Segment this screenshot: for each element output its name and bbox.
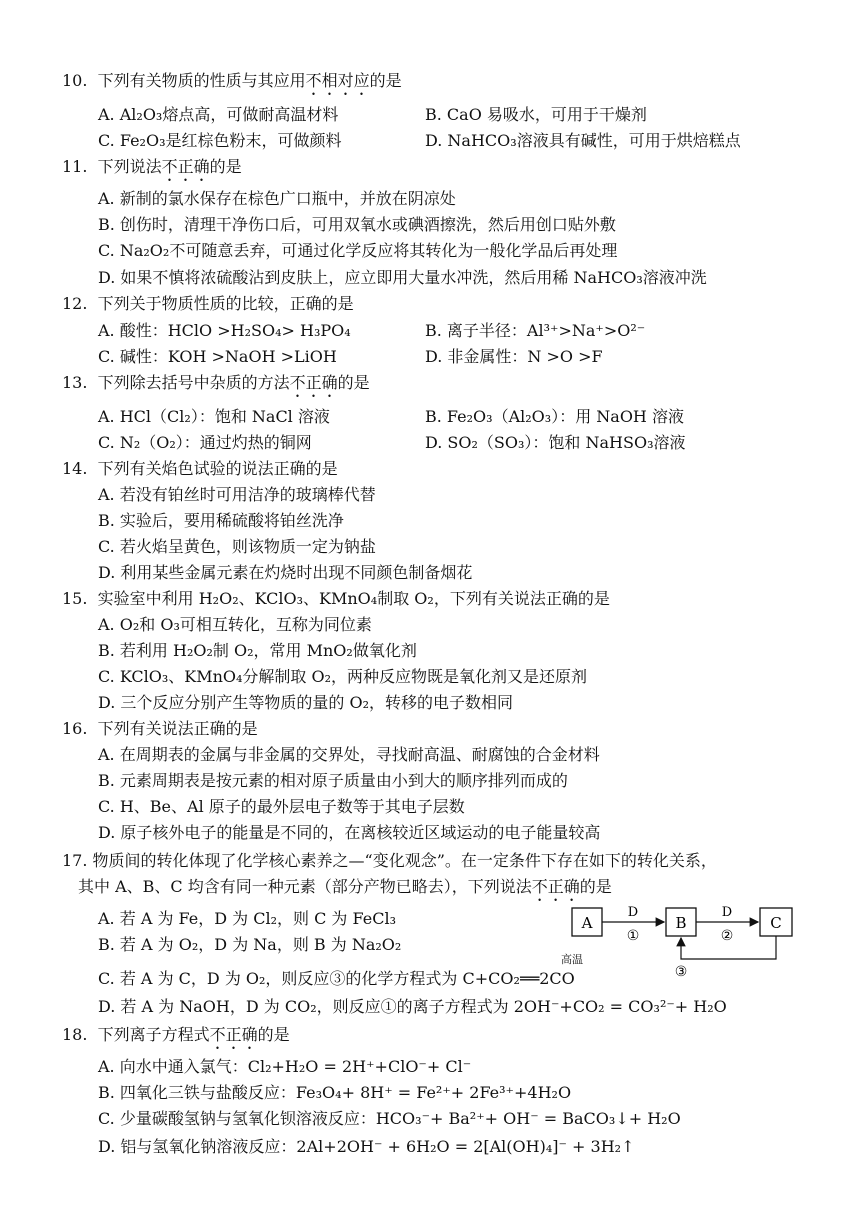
- stem-text: 的是: [369, 71, 402, 90]
- q12-option-b: B. 离子半径：Al³⁺>Na⁺>O²⁻: [425, 321, 646, 340]
- q15-option-d: D. 三个反应分别产生等物质的量的 O₂，转移的电子数相同: [98, 693, 514, 712]
- question-14-stem: [62, 456, 338, 482]
- q15-option-a: A. O₂和 O₃可相互转化，互称为同位素: [98, 615, 372, 634]
- conversion-diagram: [570, 904, 800, 984]
- q15-option-c: C. KClO₃、KMnO₄分解制取 O₂，两种反应物既是氧化剂又是还原剂: [98, 667, 588, 686]
- q14-option-d: D. 利用某些金属元素在灼烧时出现不同颜色制备烟花: [98, 563, 473, 582]
- q12-option-c: C. 碱性：KOH >NaOH >LiOH: [98, 347, 337, 366]
- question-17-stem-line2: [78, 874, 612, 905]
- q10-option-b: B. CaO 易吸水，可用于干燥剂: [425, 105, 647, 124]
- q14-option-b: B. 实验后，要用稀硫酸将铂丝洗净: [98, 511, 344, 530]
- step-2-label: ②: [720, 928, 734, 944]
- question-number: 14.: [62, 459, 88, 478]
- stem-text: 下列离子方程式: [97, 1025, 210, 1044]
- q10-option-a: A. Al₂O₃熔点高，可做耐高温材料: [98, 105, 339, 124]
- q14-option-a: A. 若没有铂丝时可用洁净的玻璃棒代替: [98, 485, 376, 504]
- q11-option-c: C. Na₂O₂不可随意丢弃，可通过化学反应将其转化为一般化学品后再处理: [98, 241, 618, 260]
- stem-text: 其中 A、B、C 均含有同一种元素（部分产物已略去），下列说法: [78, 877, 532, 896]
- q13-option-c: C. N₂（O₂）：通过灼热的铜网: [98, 433, 312, 452]
- q11-option-b: B. 创伤时，清理干净伤口后，可用双氧水或碘酒擦洗，然后用创口贴外敷: [98, 215, 616, 234]
- question-10-stem: [62, 68, 402, 99]
- question-number: 11.: [62, 157, 88, 176]
- question-number: 18.: [62, 1025, 88, 1044]
- q11-option-d: D. 如果不慎将浓硫酸沾到皮肤上，应立即用大量水冲洗，然后用稀 NaHCO₃溶液冲洗: [98, 268, 707, 287]
- q18-option-b: B. 四氧化三铁与盐酸反应：Fe₃O₄+ 8H⁺ = Fe²⁺+ 2Fe³⁺+4H₂O: [98, 1083, 572, 1102]
- q15-option-b: B. 若利用 H₂O₂制 O₂，常用 MnO₂做氧化剂: [98, 641, 417, 660]
- q14-option-c: C. 若火焰呈黄色，则该物质一定为钠盐: [98, 537, 376, 556]
- stem-text: 下列除去括号中杂质的方法: [97, 373, 290, 392]
- q13-option-b: B. Fe₂O₃（Al₂O₃）：用 NaOH 溶液: [425, 407, 684, 426]
- box-a-label: A: [581, 914, 593, 932]
- question-number: 16.: [62, 719, 88, 738]
- stem-text: 下列有关物质的性质与其应用: [97, 71, 306, 90]
- stem-text: 下列有关说法正确的是: [97, 719, 258, 738]
- q13-option-a: A. HCl（Cl₂）：饱和 NaCl 溶液: [98, 407, 330, 426]
- q16-option-c: C. H、Be、Al 原子的最外层电子数等于其电子层数: [98, 797, 465, 816]
- stem-text: 实验室中利用 H₂O₂、KClO₃、KMnO₄制取 O₂，下列有关说法正确的是: [97, 589, 610, 608]
- emphasis-text: 不正确: [209, 1025, 258, 1044]
- q16-option-b: B. 元素周期表是按元素的相对原子质量由小到大的顺序排列而成的: [98, 771, 568, 790]
- conversion-diagram-svg: [570, 904, 800, 984]
- q12-option-d: D. 非金属性：N >O >F: [425, 347, 603, 366]
- reagent-d-label-2: D: [721, 905, 733, 920]
- q10-option-c: C. Fe₂O₃是红棕色粉末，可做颜料: [98, 131, 342, 150]
- stem-text: 的是: [337, 373, 370, 392]
- emphasis-text: 不正确: [161, 157, 210, 176]
- question-16-stem: [62, 716, 258, 742]
- q11-option-a: A. 新制的氯水保存在棕色广口瓶中，并放在阴凉处: [98, 189, 456, 208]
- question-number: 12.: [62, 294, 88, 313]
- question-12-stem: [62, 291, 354, 317]
- stem-text: 下列说法: [97, 157, 162, 176]
- stem-text: 的是: [209, 157, 242, 176]
- q17-option-d: D. 若 A 为 NaOH，D 为 CO₂，则反应①的离子方程式为 2OH⁻+CO₂ = CO₃²⁻+ H₂O: [98, 997, 727, 1016]
- q17-option-a: A. 若 A 为 Fe，D 为 Cl₂，则 C 为 FeCl₃: [98, 909, 396, 928]
- step-3-label: ③: [674, 964, 688, 980]
- step-1-label: ①: [626, 928, 640, 944]
- question-15-stem: [62, 586, 610, 612]
- q18-option-c: C. 少量碳酸氢钠与氢氧化钡溶液反应：HCO₃⁻+ Ba²⁺+ OH⁻ = BaCO₃↓+ H₂O: [98, 1109, 681, 1128]
- stem-text: 的是: [257, 1025, 290, 1044]
- question-number: 13.: [62, 373, 88, 392]
- question-number: 10.: [62, 71, 88, 90]
- question-number: 15.: [62, 589, 88, 608]
- reagent-d-label-1: D: [627, 905, 639, 920]
- question-18-stem: [62, 1022, 290, 1053]
- emphasis-text: 不正确: [531, 877, 580, 896]
- q12-option-a: A. 酸性：HClO >H₂SO₄> H₃PO₄: [98, 321, 351, 340]
- q18-option-d: D. 铝与氢氧化钠溶液反应：2Al+2OH⁻ + 6H₂O = 2[Al(OH)₄]⁻ + 3H₂↑: [98, 1137, 635, 1156]
- stem-text: 下列关于物质性质的比较，正确的是: [97, 294, 354, 313]
- box-b-label: B: [675, 914, 687, 932]
- q17-option-b: B. 若 A 为 O₂，D 为 Na，则 B 为 Na₂O₂: [98, 935, 402, 954]
- box-c-label: C: [770, 914, 782, 932]
- stem-text: 下列有关焰色试验的说法正确的是: [97, 459, 338, 478]
- question-11-stem: [62, 154, 242, 185]
- q16-option-d: D. 原子核外电子的能量是不同的，在离核较近区域运动的电子能量较高: [98, 823, 601, 842]
- stem-text: 的是: [579, 877, 612, 896]
- emphasis-text: 不正确: [289, 373, 338, 392]
- q10-option-d: D. NaHCO₃溶液具有碱性，可用于烘焙糕点: [425, 131, 741, 150]
- q16-option-a: A. 在周期表的金属与非金属的交界处，寻找耐高温、耐腐蚀的合金材料: [98, 745, 600, 764]
- q13-option-d: D. SO₂（SO₃）：饱和 NaHSO₃溶液: [425, 433, 686, 452]
- q17-reaction-condition: 高温: [561, 953, 583, 966]
- question-17-stem-line1: 17. 物质间的转化体现了化学核心素养之—“变化观念”。在一定条件下存在如下的转化关系，: [62, 851, 717, 870]
- question-13-stem: [62, 370, 370, 401]
- emphasis-text: 不相对应: [305, 71, 370, 90]
- q18-option-a: A. 向水中通入氯气：Cl₂+H₂O = 2H⁺+ClO⁻+ Cl⁻: [98, 1057, 472, 1076]
- q17-option-c: C. 若 A 为 C，D 为 O₂，则反应③的化学方程式为 C+CO₂══2CO: [98, 969, 575, 988]
